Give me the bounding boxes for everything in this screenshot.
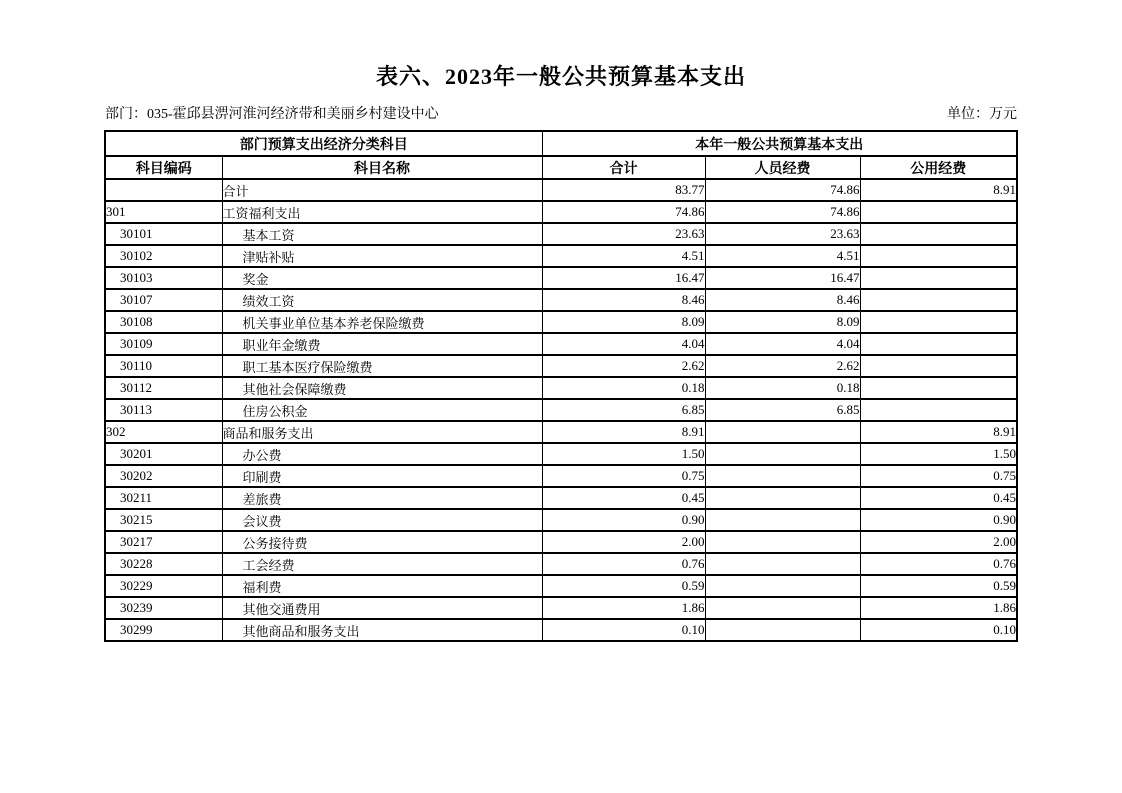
table-row [105,311,1017,333]
cell-public [860,333,1017,355]
cell-name: 合计 [222,179,542,201]
table-row [105,421,1017,443]
cell-code: 30101 [105,223,222,245]
cell-personnel: 8.46 [705,289,860,311]
cell-name: 职业年金缴费 [222,333,542,355]
cell-personnel: 74.86 [705,179,860,201]
cell-total: 8.46 [542,289,705,311]
cell-code: 30215 [105,509,222,531]
cell-total: 0.59 [542,575,705,597]
table-row [105,597,1017,619]
cell-personnel: 0.18 [705,377,860,399]
cell-total: 0.76 [542,553,705,575]
table-row [105,487,1017,509]
cell-code: 30228 [105,553,222,575]
table-row [105,619,1017,641]
cell-code: 30103 [105,267,222,289]
cell-name: 会议费 [222,509,542,531]
cell-public [860,355,1017,377]
budget-table [104,130,1018,642]
cell-name: 职工基本医疗保险缴费 [222,355,542,377]
column-header-row [105,156,1017,179]
cell-total: 8.09 [542,311,705,333]
cell-name: 印刷费 [222,465,542,487]
cell-name: 差旅费 [222,487,542,509]
cell-total: 4.51 [542,245,705,267]
cell-total: 0.45 [542,487,705,509]
cell-total: 83.77 [542,179,705,201]
column-header-public: 公用经费 [860,156,1017,179]
cell-total: 1.50 [542,443,705,465]
cell-public: 8.91 [860,179,1017,201]
cell-total: 4.04 [542,333,705,355]
table-row [105,531,1017,553]
cell-personnel [705,487,860,509]
cell-public [860,245,1017,267]
cell-public [860,289,1017,311]
cell-total: 6.85 [542,399,705,421]
budget-table-body [105,179,1017,641]
cell-total: 2.00 [542,531,705,553]
cell-name: 住房公积金 [222,399,542,421]
cell-public: 0.75 [860,465,1017,487]
cell-personnel [705,553,860,575]
cell-code: 30217 [105,531,222,553]
cell-public: 0.76 [860,553,1017,575]
group-header-subject: 部门预算支出经济分类科目 [105,131,542,156]
group-header-expenditure: 本年一般公共预算基本支出 [542,131,1017,156]
table-header [105,131,1017,179]
cell-public: 0.10 [860,619,1017,641]
cell-total: 74.86 [542,201,705,223]
cell-personnel: 8.09 [705,311,860,333]
cell-personnel [705,443,860,465]
cell-public: 8.91 [860,421,1017,443]
cell-public: 1.50 [860,443,1017,465]
cell-code: 301 [105,201,222,223]
cell-total: 8.91 [542,421,705,443]
cell-personnel [705,465,860,487]
cell-code: 302 [105,421,222,443]
cell-code: 30202 [105,465,222,487]
table-row [105,399,1017,421]
cell-code: 30110 [105,355,222,377]
cell-code: 30112 [105,377,222,399]
cell-code: 30113 [105,399,222,421]
cell-code: 30102 [105,245,222,267]
cell-name: 其他社会保障缴费 [222,377,542,399]
cell-name: 基本工资 [222,223,542,245]
table-row [105,355,1017,377]
cell-personnel [705,509,860,531]
table-row [105,443,1017,465]
cell-name: 福利费 [222,575,542,597]
table-row [105,575,1017,597]
table-row [105,179,1017,201]
cell-public [860,267,1017,289]
cell-personnel: 4.51 [705,245,860,267]
cell-name: 奖金 [222,267,542,289]
cell-personnel: 2.62 [705,355,860,377]
table-row [105,509,1017,531]
cell-personnel [705,575,860,597]
cell-personnel: 23.63 [705,223,860,245]
cell-public [860,377,1017,399]
cell-public: 0.90 [860,509,1017,531]
page-title: 表六、2023年一般公共预算基本支出 [375,64,746,89]
cell-name: 公务接待费 [222,531,542,553]
table-row [105,465,1017,487]
cell-name: 工会经费 [222,553,542,575]
cell-personnel [705,421,860,443]
column-header-personnel: 人员经费 [705,156,860,179]
cell-name: 绩效工资 [222,289,542,311]
cell-code: 30109 [105,333,222,355]
department-label: 部门：035-霍邱县淠河淮河经济带和美丽乡村建设中心 [105,107,439,122]
cell-public [860,311,1017,333]
cell-public: 0.45 [860,487,1017,509]
column-header-name: 科目名称 [222,156,542,179]
cell-name: 商品和服务支出 [222,421,542,443]
column-header-total: 合计 [542,156,705,179]
cell-public [860,201,1017,223]
cell-public: 1.86 [860,597,1017,619]
cell-code [105,179,222,201]
meta-row [105,106,1017,124]
table-row [105,289,1017,311]
cell-public [860,399,1017,421]
cell-total: 0.75 [542,465,705,487]
cell-code: 30229 [105,575,222,597]
table-row [105,553,1017,575]
cell-code: 30211 [105,487,222,509]
table-row [105,377,1017,399]
cell-name: 工资福利支出 [222,201,542,223]
cell-total: 1.86 [542,597,705,619]
cell-code: 30108 [105,311,222,333]
cell-public [860,223,1017,245]
cell-code: 30201 [105,443,222,465]
table-row [105,201,1017,223]
table-row [105,245,1017,267]
table-row [105,267,1017,289]
group-header-row [105,131,1017,156]
cell-personnel [705,619,860,641]
cell-name: 办公费 [222,443,542,465]
cell-name: 其他商品和服务支出 [222,619,542,641]
cell-name: 机关事业单位基本养老保险缴费 [222,311,542,333]
column-header-code: 科目编码 [105,156,222,179]
table-row [105,333,1017,355]
unit-label: 单位：万元 [947,107,1017,122]
cell-total: 0.90 [542,509,705,531]
cell-personnel: 4.04 [705,333,860,355]
cell-name: 其他交通费用 [222,597,542,619]
cell-code: 30239 [105,597,222,619]
cell-public: 2.00 [860,531,1017,553]
cell-total: 0.10 [542,619,705,641]
cell-personnel: 74.86 [705,201,860,223]
cell-code: 30107 [105,289,222,311]
cell-personnel: 16.47 [705,267,860,289]
cell-personnel [705,531,860,553]
cell-personnel: 6.85 [705,399,860,421]
cell-total: 0.18 [542,377,705,399]
table-row [105,223,1017,245]
cell-code: 30299 [105,619,222,641]
cell-public: 0.59 [860,575,1017,597]
cell-total: 16.47 [542,267,705,289]
cell-name: 津贴补贴 [222,245,542,267]
cell-total: 23.63 [542,223,705,245]
cell-total: 2.62 [542,355,705,377]
cell-personnel [705,597,860,619]
